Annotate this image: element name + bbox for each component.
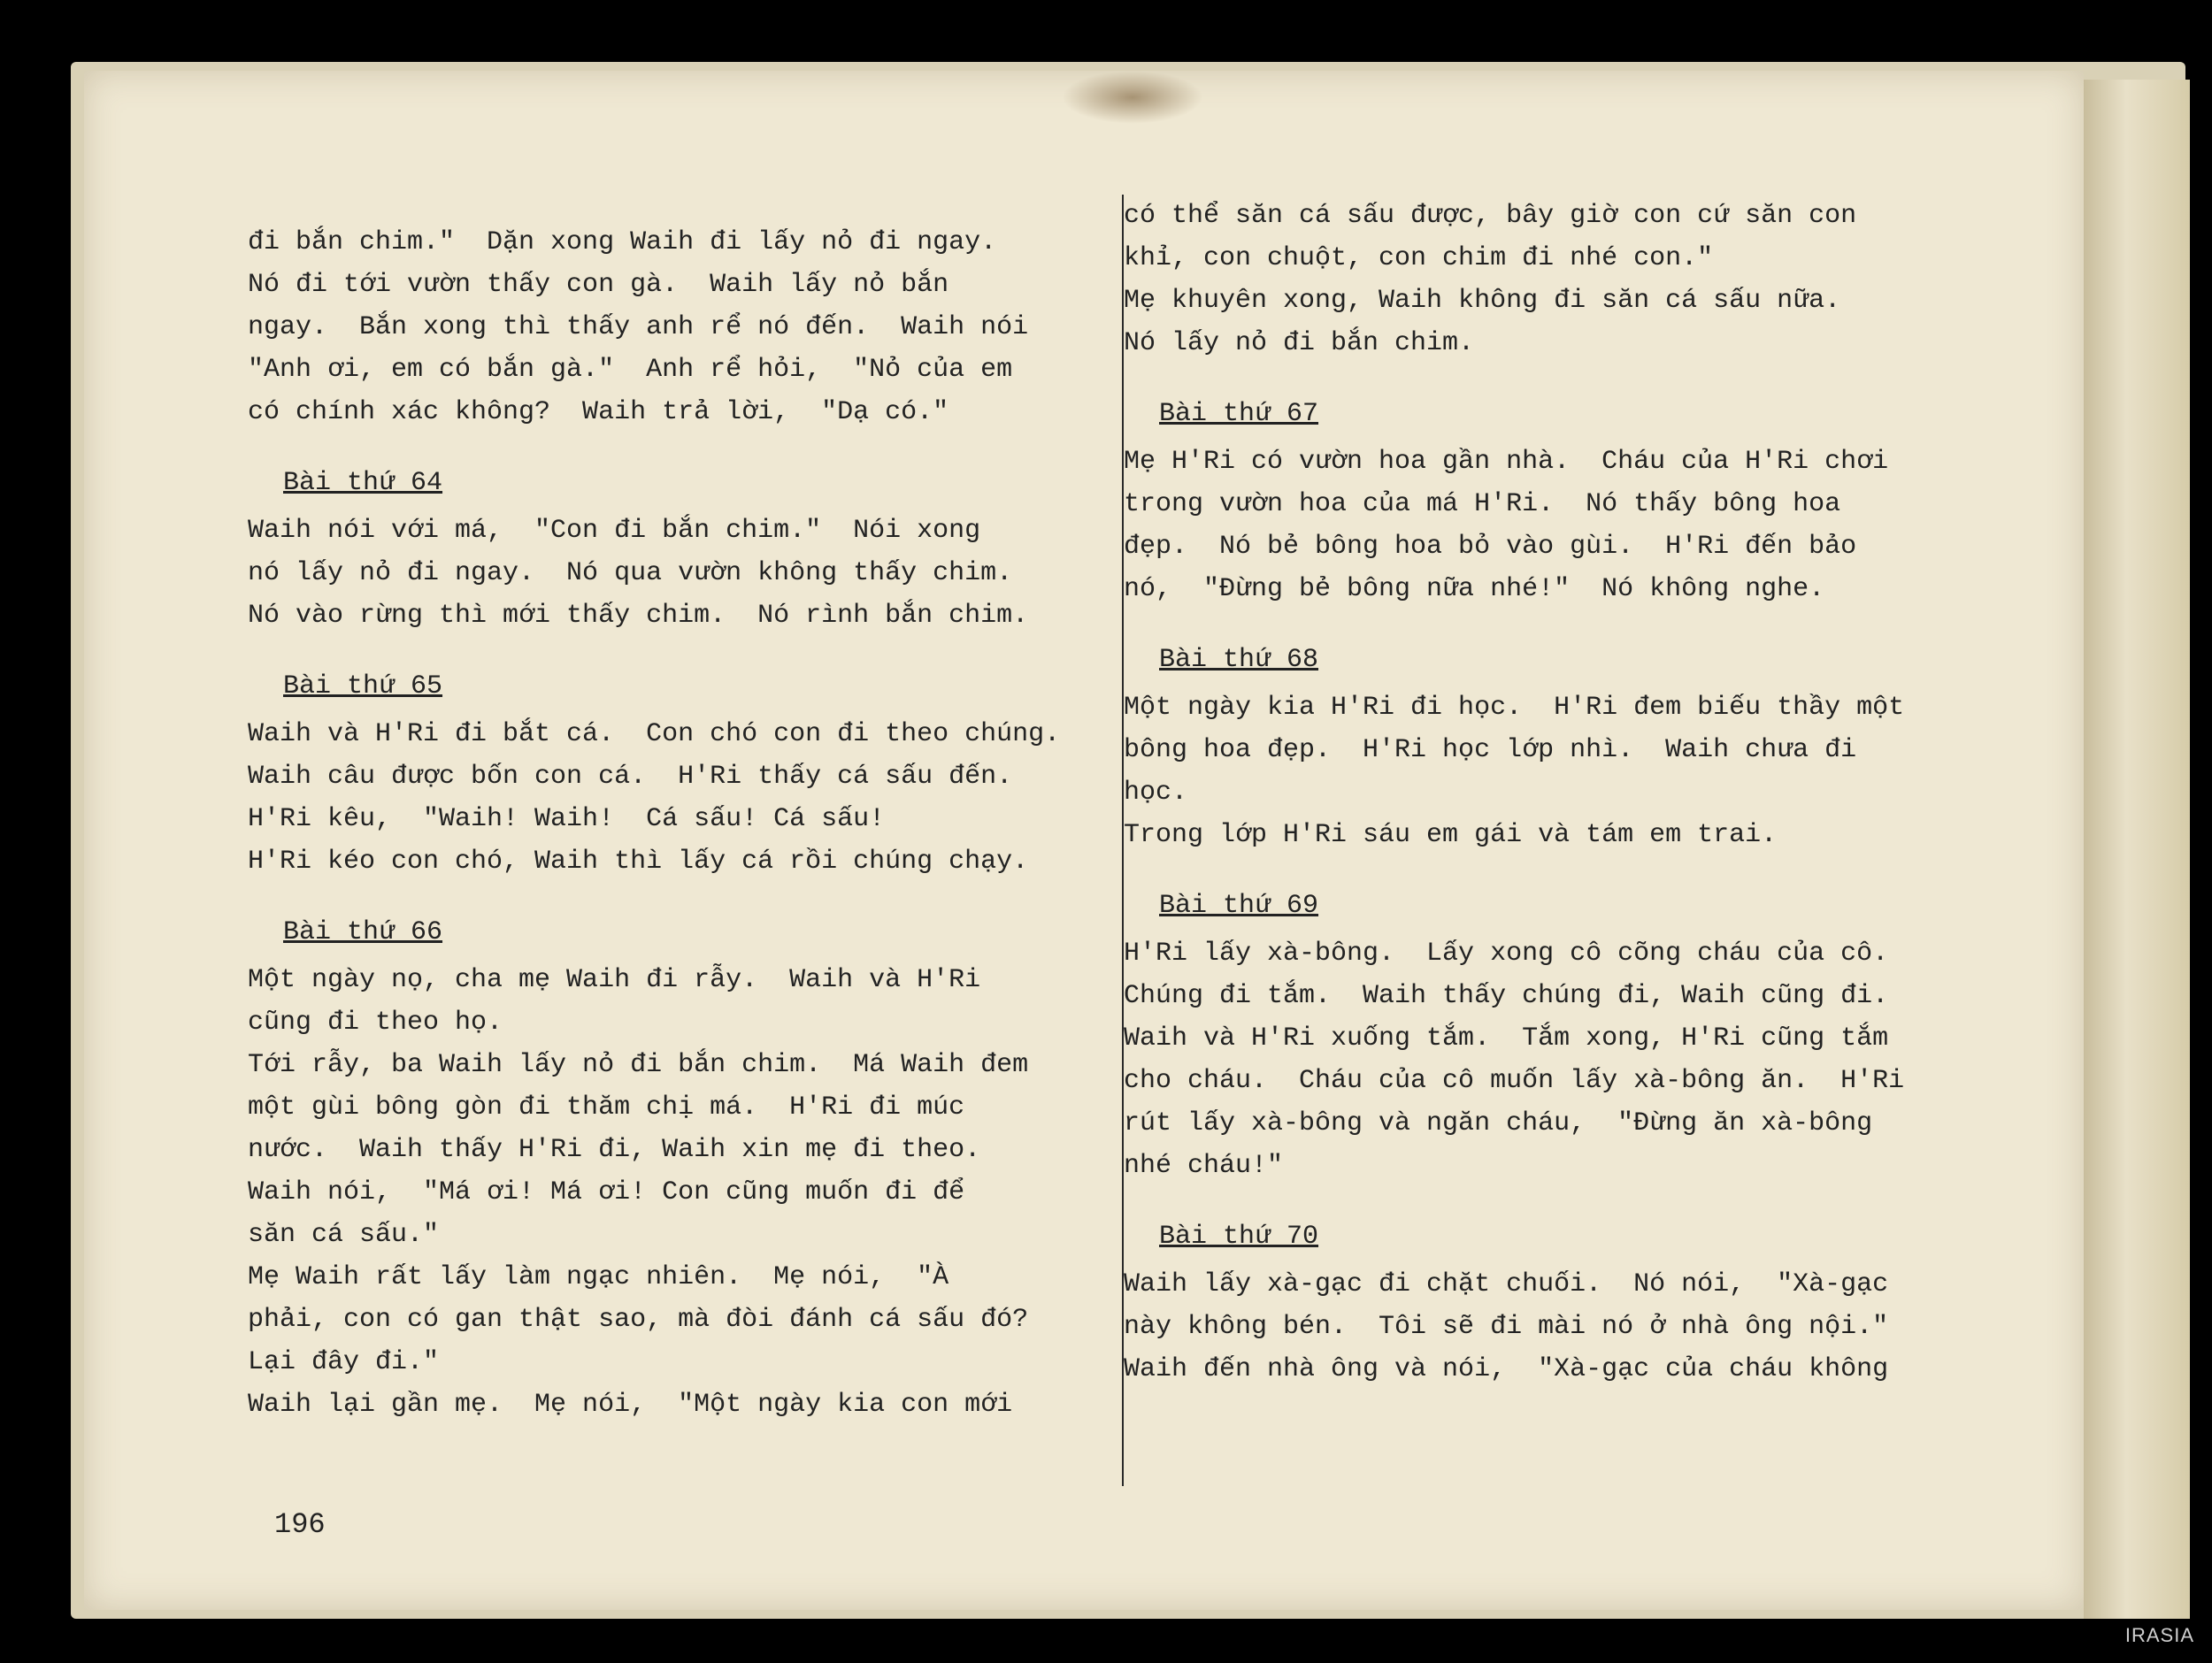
text-line: có chính xác không? Waih trả lời, "Dạ có." xyxy=(248,397,949,427)
text-line: nó lấy nỏ đi ngay. Nó qua vườn không thấy chim. xyxy=(248,558,1013,588)
lesson-heading: Bài thứ 64 xyxy=(283,468,443,498)
text-line: nước. Waih thấy H'Ri đi, Waih xin mẹ đi theo. xyxy=(248,1135,981,1165)
text-line: Waih và H'Ri xuống tắm. Tắm xong, H'Ri cũng tắm xyxy=(1124,1023,1889,1054)
text-line: Tới rẫy, ba Waih lấy nỏ đi bắn chim. Má Waih đem xyxy=(248,1050,1029,1080)
page-stain xyxy=(1062,71,1203,124)
lesson-heading: Bài thứ 67 xyxy=(1159,399,1319,429)
text-line: H'Ri kéo con chó, Waih thì lấy cá rồi chúng chạy. xyxy=(248,847,1029,877)
text-line: đi bắn chim." Dặn xong Waih đi lấy nỏ đi ngay. xyxy=(248,227,997,257)
lesson-heading: Bài thứ 66 xyxy=(283,917,443,947)
right-text-column xyxy=(1124,195,1973,1391)
text-line: Chúng đi tắm. Waih thấy chúng đi, Waih cũng đi. xyxy=(1124,981,1889,1011)
text-line: nó, "Đừng bẻ bông nữa nhé!" Nó không nghe. xyxy=(1124,574,1825,604)
text-line: này không bén. Tôi sẽ đi mài nó ở nhà ông nội." xyxy=(1124,1312,1889,1342)
page-number: 196 xyxy=(274,1508,326,1541)
text-line: cho cháu. Cháu của cô muốn lấy xà-bông ăn. H'Ri xyxy=(1124,1066,1905,1096)
text-line: Waih câu được bốn con cá. H'Ri thấy cá sấu đến. xyxy=(248,762,1013,792)
text-line: Lại đây đi." xyxy=(248,1347,440,1377)
text-line: Một ngày kia H'Ri đi học. H'Ri đem biếu thầy một xyxy=(1124,693,1905,723)
text-line: phải, con có gan thật sao, mà đòi đánh cá sấu đó? xyxy=(248,1305,1029,1335)
lesson-heading: Bài thứ 70 xyxy=(1159,1222,1319,1252)
text-line: Mẹ khuyên xong, Waih không đi săn cá sấu nữa. xyxy=(1124,286,1841,316)
text-line: Waih đến nhà ông và nói, "Xà-gạc của cháu không xyxy=(1124,1354,1889,1384)
text-line: Mẹ Waih rất lấy làm ngạc nhiên. Mẹ nói, "À xyxy=(248,1262,949,1292)
text-line: săn cá sấu." xyxy=(248,1220,440,1250)
text-line: H'Ri lấy xà-bông. Lấy xong cô cõng cháu của cô. xyxy=(1124,939,1889,969)
text-line: Trong lớp H'Ri sáu em gái và tám em trai. xyxy=(1124,820,1778,850)
text-line: một gùi bông gòn đi thăm chị má. H'Ri đi múc xyxy=(248,1092,965,1123)
text-line: Waih nói, "Má ơi! Má ơi! Con cũng muốn đi để xyxy=(248,1177,965,1207)
text-line: Waih lại gần mẹ. Mẹ nói, "Một ngày kia con mới xyxy=(248,1390,1013,1420)
lesson-heading: Bài thứ 68 xyxy=(1159,645,1319,675)
lesson-heading: Bài thứ 65 xyxy=(283,671,443,701)
text-line: rút lấy xà-bông và ngăn cháu, "Đừng ăn xà-bông xyxy=(1124,1108,1873,1138)
text-line: ngay. Bắn xong thì thấy anh rể nó đến. Waih nói xyxy=(248,312,1029,342)
text-line: "Anh ơi, em có bắn gà." Anh rể hỏi, "Nỏ của em xyxy=(248,355,1013,385)
lesson-heading: Bài thứ 69 xyxy=(1159,891,1319,921)
text-line: Một ngày nọ, cha mẹ Waih đi rẫy. Waih và H'Ri xyxy=(248,965,981,995)
text-line: có thể săn cá sấu được, bây giờ con cứ săn con xyxy=(1124,201,1857,231)
text-line: Mẹ H'Ri có vườn hoa gần nhà. Cháu của H'Ri chơi xyxy=(1124,447,1889,477)
text-line: Nó vào rừng thì mới thấy chim. Nó rình bắn chim. xyxy=(248,601,1029,631)
text-line: Nó lấy nỏ đi bắn chim. xyxy=(1124,328,1475,358)
text-line: học. xyxy=(1124,778,1188,808)
facing-page-edge xyxy=(2084,80,2190,1619)
text-line: Waih và H'Ri đi bắt cá. Con chó con đi theo chúng. xyxy=(248,719,1061,749)
text-line: Nó đi tới vườn thấy con gà. Waih lấy nỏ bắn xyxy=(248,270,949,300)
text-line: H'Ri kêu, "Waih! Waih! Cá sấu! Cá sấu! xyxy=(248,804,886,834)
text-line: trong vườn hoa của má H'Ri. Nó thấy bông hoa xyxy=(1124,489,1841,519)
text-line: bông hoa đẹp. H'Ri học lớp nhì. Waih chưa đi xyxy=(1124,735,1857,765)
left-text-column xyxy=(248,221,1097,1426)
text-line: khỉ, con chuột, con chim đi nhé con." xyxy=(1124,243,1714,273)
text-line: cũng đi theo họ. xyxy=(248,1008,503,1038)
text-line: Waih nói với má, "Con đi bắn chim." Nói xong xyxy=(248,516,981,546)
source-watermark: IRASIA xyxy=(2124,1624,2194,1646)
text-line: Waih lấy xà-gạc đi chặt chuối. Nó nói, "Xà-gạc xyxy=(1124,1269,1889,1299)
text-line: đẹp. Nó bẻ bông hoa bỏ vào gùi. H'Ri đến bảo xyxy=(1124,532,1857,562)
text-line: nhé cháu!" xyxy=(1124,1151,1284,1181)
